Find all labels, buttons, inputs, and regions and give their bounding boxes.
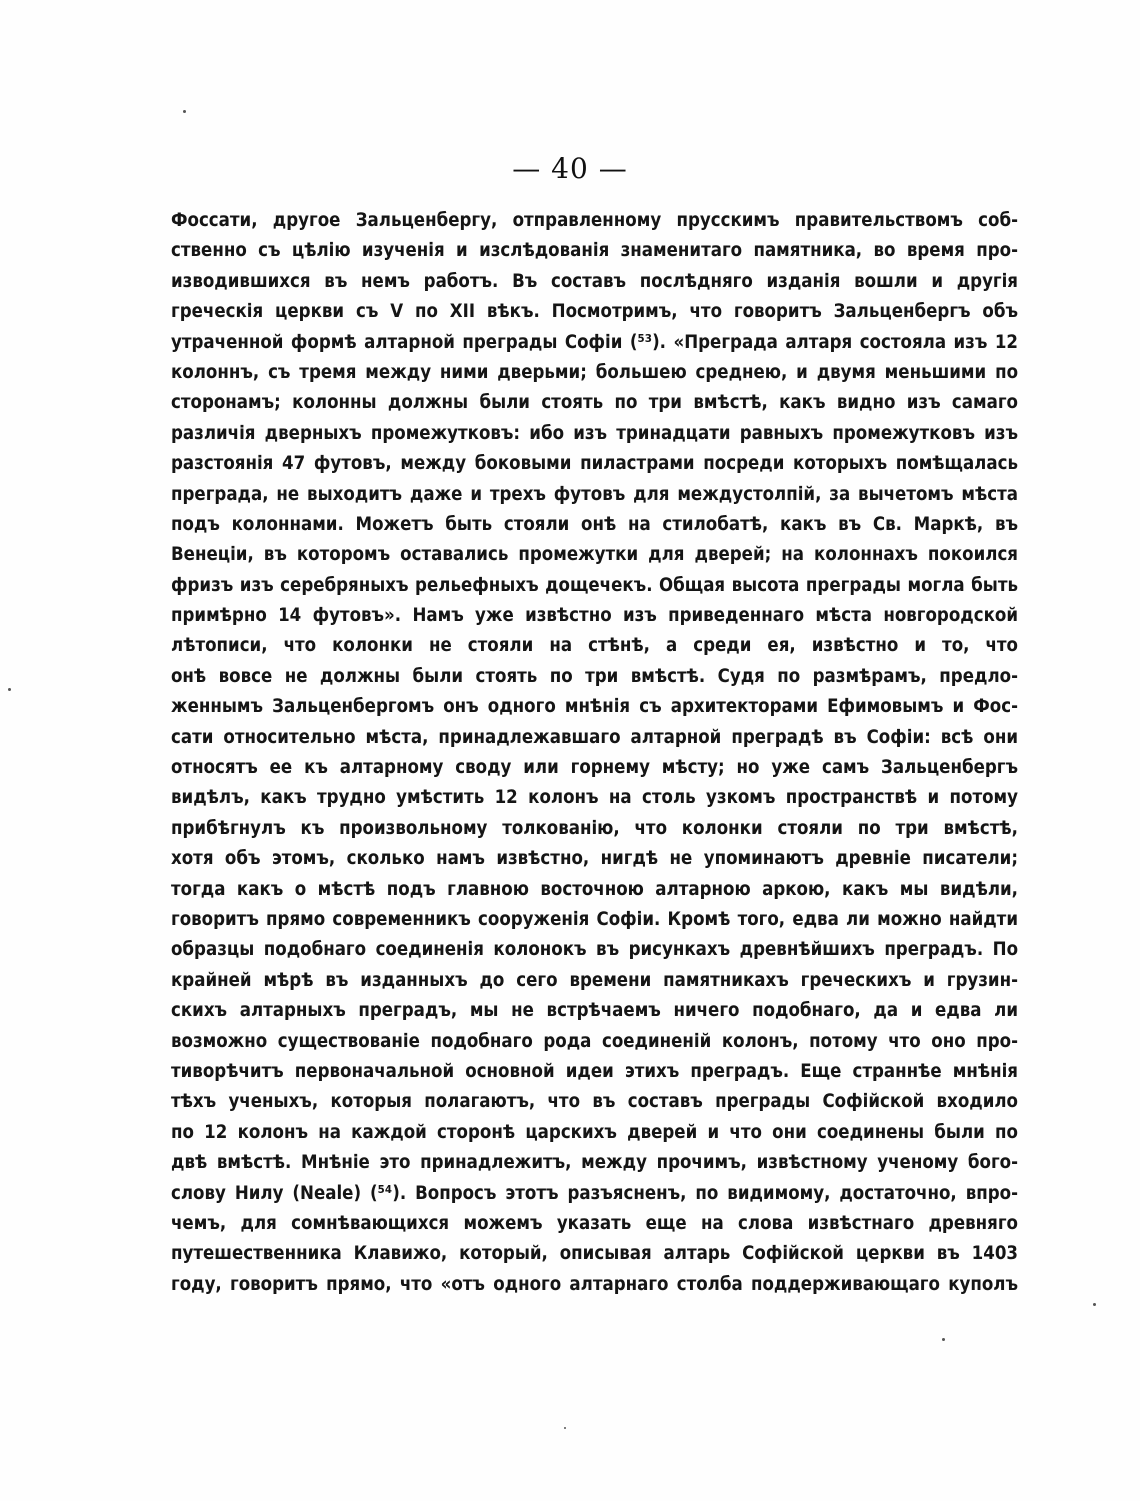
text-line: преграда, не выходитъ даже и трехъ футовъ для междустолпій, за вычетомъ мѣста <box>171 483 1018 505</box>
text-line: ственно съ цѣлію изученія и изслѣдованія знаменитаго памятника, во время про- <box>171 240 1018 262</box>
scan-speck <box>1093 1303 1096 1306</box>
scan-speck <box>564 1427 566 1429</box>
text-line: подъ колоннами. Можетъ быть стояли онѣ на стилобатѣ, какъ въ Св. Маркѣ, въ <box>171 513 1018 535</box>
text-line: Фоссати, другое Зальценбергу, отправленному прусскимъ правительствомъ соб- <box>171 210 1018 231</box>
text-line: слову Нилу (Neale) (⁵⁴). Вопросъ этотъ разъясненъ, по видимому, достаточно, впро- <box>171 1182 1018 1204</box>
page-number: — 40 — <box>512 152 628 185</box>
text-line: чемъ, для сомнѣвающихся можемъ указать еще на слова извѣстнаго древняго <box>171 1212 1018 1234</box>
text-line: лѣтописи, что колонки не стояли на стѣнѣ, а среди ея, извѣстно и то, что <box>171 635 1018 657</box>
text-line: онѣ вовсе не должны были стоять по три вмѣстѣ. Судя по размѣрамъ, предло- <box>171 665 1018 687</box>
text-line: сати относительно мѣста, принадлежавшаго алтарной преградѣ въ Софіи: всѣ они <box>171 726 1018 748</box>
scan-speck <box>183 110 186 113</box>
text-line: году, говоритъ прямо, что «отъ одного алтарнаго столба поддерживающаго куполъ <box>171 1273 1018 1295</box>
scan-speck <box>942 1338 945 1341</box>
text-line: образцы подобнаго соединенія колонокъ въ рисункахъ древнѣйшихъ преградъ. По <box>171 939 1018 961</box>
text-line: крайней мѣрѣ въ изданныхъ до сего времени памятникахъ греческихъ и грузин- <box>171 969 1018 991</box>
text-line: утраченной формѣ алтарной преграды Софіи (⁵³). «Преграда алтаря состояла изъ 12 <box>171 331 1018 353</box>
text-line: видѣлъ, какъ трудно умѣстить 12 колонъ на столь узкомъ пространствѣ и потому <box>171 787 1018 809</box>
text-line: тѣхъ ученыхъ, которыя полагаютъ, что въ составъ преграды Софійской входило <box>171 1091 1018 1113</box>
text-line: путешественника Клавижо, который, описывая алтарь Софійской церкви въ 1403 <box>171 1243 1018 1265</box>
text-line: изводившихся въ немъ работъ. Въ составъ послѣдняго изданія вошли и другія <box>171 270 1018 292</box>
text-line: тогда какъ о мѣстѣ подъ главною восточною алтарною аркою, какъ мы видѣли, <box>171 878 1018 900</box>
text-line: скихъ алтарныхъ преградъ, мы не встрѣчаемъ ничего подобнаго, да и едва ли <box>171 1000 1018 1022</box>
text-line: Венеціи, въ которомъ оставались промежутки для дверей; на колоннахъ покоился <box>171 544 1018 566</box>
text-line: разстоянія 47 футовъ, между боковыми пиластрами посреди которыхъ помѣщалась <box>171 453 1018 475</box>
text-line: женнымъ Зальценбергомъ онъ одного мнѣнія съ архитекторами Ефимовымъ и Фос- <box>171 696 1018 718</box>
text-line: сторонамъ; колонны должны были стоять по три вмѣстѣ, какъ видно изъ самаго <box>171 392 1018 414</box>
text-line: хотя объ этомъ, сколько намъ извѣстно, нигдѣ не упоминаютъ древніе писатели; <box>171 848 1018 870</box>
text-line: возможно существованіе подобнаго рода соединеній колонъ, потому что оно про- <box>171 1030 1018 1052</box>
text-line: греческія церкви съ V по XII вѣкъ. Посмотримъ, что говоритъ Зальценбергъ объ <box>171 301 1018 323</box>
text-line: тиворѣчитъ первоначальной основной идеи этихъ преградъ. Еще страннѣе мнѣнія <box>171 1060 1018 1082</box>
text-line: двѣ вмѣстѣ. Мнѣніе это принадлежитъ, между прочимъ, извѣстному ученому бого- <box>171 1152 1018 1174</box>
text-line: различія дверныхъ промежутковъ: ибо изъ тринадцати равныхъ промежутковъ изъ <box>171 422 1018 444</box>
text-line: колоннъ, съ тремя между ними дверьми; большею среднею, и двумя меньшими по <box>171 361 1018 383</box>
text-line: по 12 колонъ на каждой сторонѣ царскихъ дверей и что они соединены были по <box>171 1121 1018 1143</box>
scan-speck <box>8 688 11 691</box>
text-line: прибѣгнулъ къ произвольному толкованію, что колонки стояли по три вмѣстѣ, <box>171 817 1018 839</box>
text-line: примѣрно 14 футовъ». Намъ уже извѣстно изъ приведеннаго мѣста новгородской <box>171 605 1018 627</box>
text-line: относятъ ее къ алтарному своду или горнему мѣсту; но уже самъ Зальценбергъ <box>171 757 1018 779</box>
body-text <box>171 206 1018 1300</box>
text-line: говоритъ прямо современникъ сооруженія Софіи. Кромѣ того, едва ли можно найдти <box>171 908 1018 930</box>
text-line: фризъ изъ серебряныхъ рельефныхъ дощечекъ. Общая высота преграды могла быть <box>171 574 1018 596</box>
